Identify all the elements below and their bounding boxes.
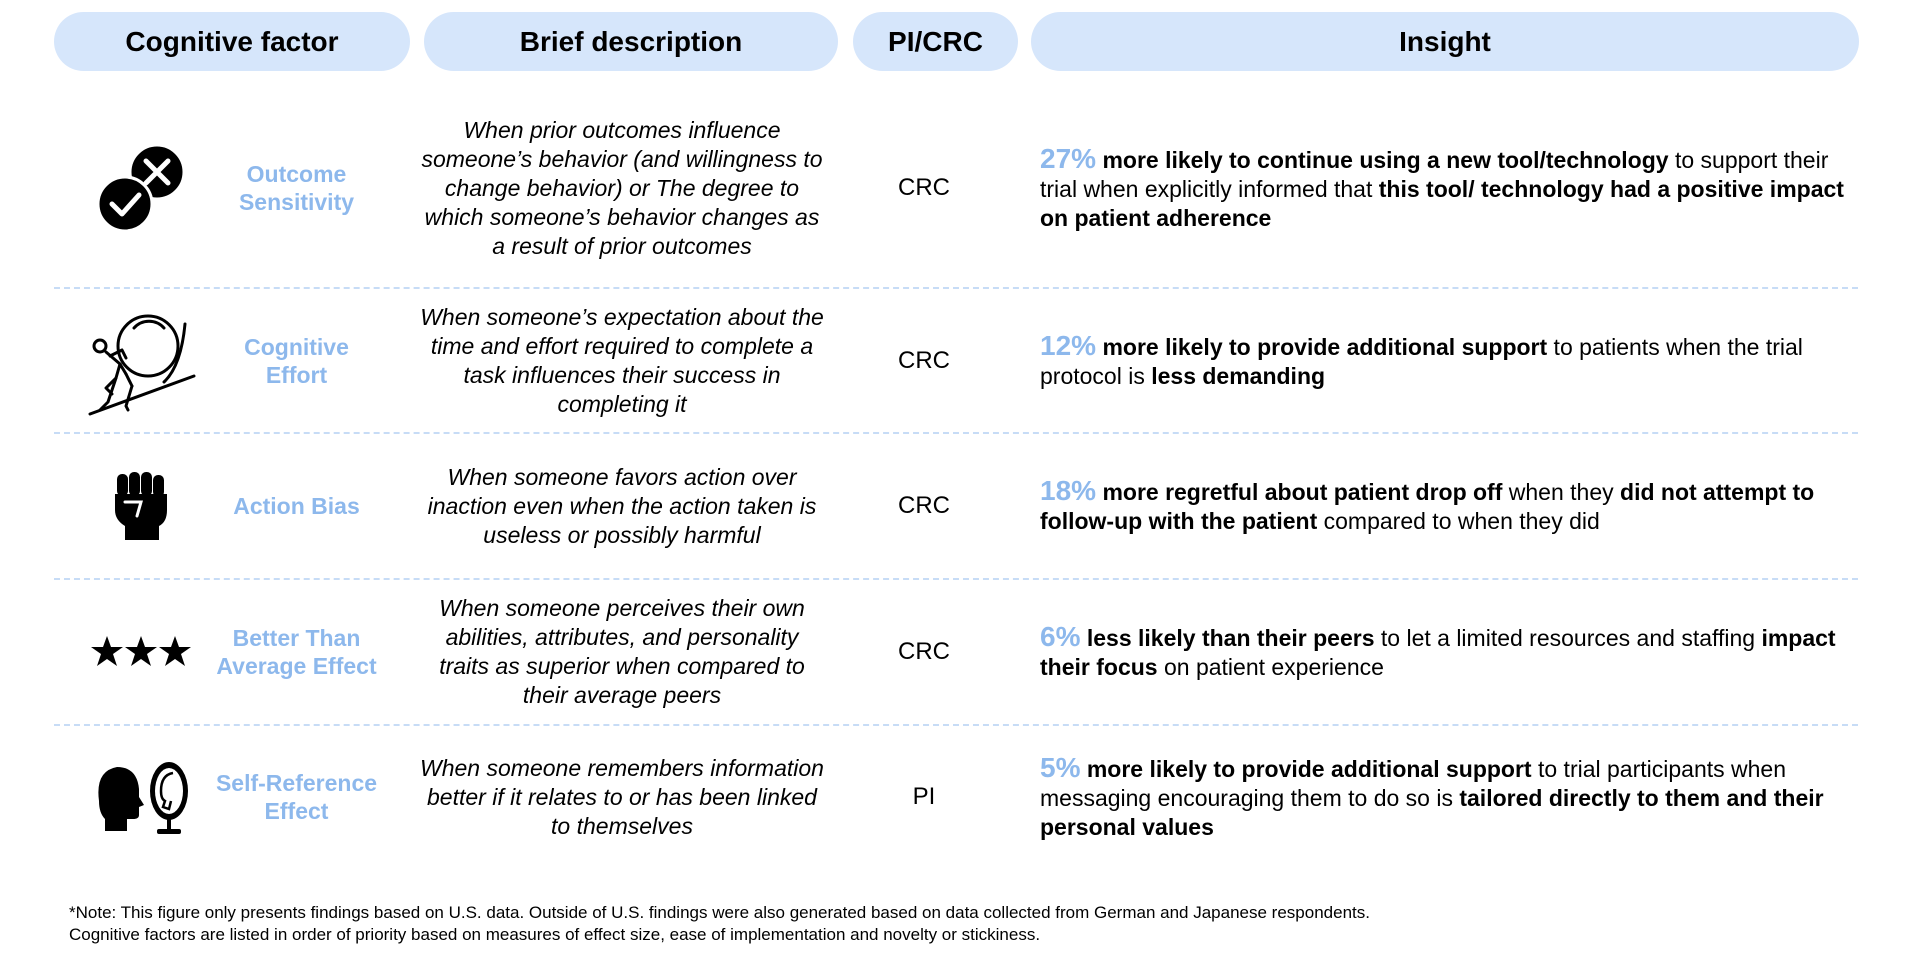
header-insight: Insight [1031, 12, 1859, 71]
insight-text-1: when they [1502, 479, 1621, 505]
insight-text [1040, 726, 1850, 868]
role-label: CRC [898, 174, 950, 201]
footnote-line-1: *Note: This figure only presents findings based on U.S. data. Outside of U.S. findings were also generated based on data collected from German and Japanese respondents. [69, 903, 1370, 922]
table-row [54, 726, 1858, 868]
insight-percent: 18% [1040, 475, 1097, 506]
insight-bold-1: more likely to provide additional support [1102, 333, 1548, 360]
insight-bold-1: less likely than their peers [1086, 625, 1375, 651]
header-brief-description: Brief description [424, 12, 838, 71]
role-label: CRC [898, 638, 950, 665]
factor-description: When prior outcomes influence someone’s behavior (and willingness to change behavior) or The degree to which someone’s behavior changes as a result of prior outcomes [421, 116, 823, 259]
three-stars-icon [86, 580, 196, 724]
insight-bold-2: less demanding [1151, 362, 1326, 389]
raised-fist-icon [86, 434, 196, 578]
table-row [54, 580, 1858, 726]
table-row [54, 434, 1858, 580]
insight-percent: 12% [1040, 329, 1097, 361]
factor-name: Better Than Average Effect [216, 625, 377, 679]
insight-bold-2: this tool/ technology had a positive impact on patient adherence [1040, 175, 1844, 231]
factor-table [54, 89, 1858, 868]
insight-text-2: on patient experience [1157, 654, 1384, 680]
insight-percent: 6% [1040, 621, 1081, 652]
insight-bold-2: did not attempt to follow-up with the patient [1040, 479, 1815, 534]
factor-description: When someone perceives their own abilities, attributes, and personality traits as superior when compared to their average peers [439, 595, 805, 708]
factor-name: Self-Reference Effect [215, 770, 378, 824]
insight-text-1: to support their trial when explicitly informed that [1040, 146, 1829, 202]
insight-bold-2: tailored directly to them and their personal values [1040, 784, 1824, 840]
insight-bold-2: impact their focus [1040, 625, 1836, 680]
head-and-mirror-icon [86, 726, 196, 868]
role-label: PI [912, 783, 936, 810]
check-and-x-icon [86, 89, 196, 287]
insight-text-1: to trial participants when messaging encouraging them to do so is [1040, 755, 1786, 811]
insight-text-1: to let a limited resources and staffing [1374, 625, 1762, 651]
footnote [69, 902, 1370, 946]
factor-description: When someone remembers information better if it relates to or has been linked to themselves [420, 754, 824, 839]
factor-description: When someone’s expectation about the time and effort required to complete a task influences their success in completing it [420, 303, 824, 417]
header-pi-crc: PI/CRC [853, 12, 1018, 71]
insight-text [1040, 434, 1850, 578]
insight-bold-1: more likely to provide additional support [1086, 755, 1532, 782]
person-pushing-boulder-icon [86, 289, 196, 432]
footnote-line-2: Cognitive factors are listed in order of priority based on measures of effect size, ease of implementation and novelty or stickiness. [69, 925, 1041, 944]
factor-name: Action Bias [233, 493, 360, 519]
insight-bold-1: more likely to continue using a new tool/technology [1102, 146, 1669, 173]
insight-percent: 27% [1040, 142, 1097, 174]
factor-name: Outcome Sensitivity [238, 161, 355, 215]
insight-bold-1: more regretful about patient drop off [1102, 479, 1503, 505]
role-label: CRC [898, 492, 950, 519]
header-cognitive-factor: Cognitive factor [54, 12, 410, 71]
insight-text [1040, 289, 1850, 432]
role-label: CRC [898, 346, 950, 374]
table-row [54, 289, 1858, 434]
insight-text-1: to patients when the trial protocol is [1040, 333, 1803, 389]
insight-text-2: compared to when they did [1317, 508, 1600, 534]
insight-percent: 5% [1040, 751, 1081, 783]
insight-text [1040, 89, 1850, 287]
table-row [54, 89, 1858, 289]
factor-name: Cognitive Effort [244, 333, 349, 388]
insight-text [1040, 580, 1850, 724]
factor-description: When someone favors action over inaction even when the action taken is useless or possibly harmful [427, 463, 817, 548]
